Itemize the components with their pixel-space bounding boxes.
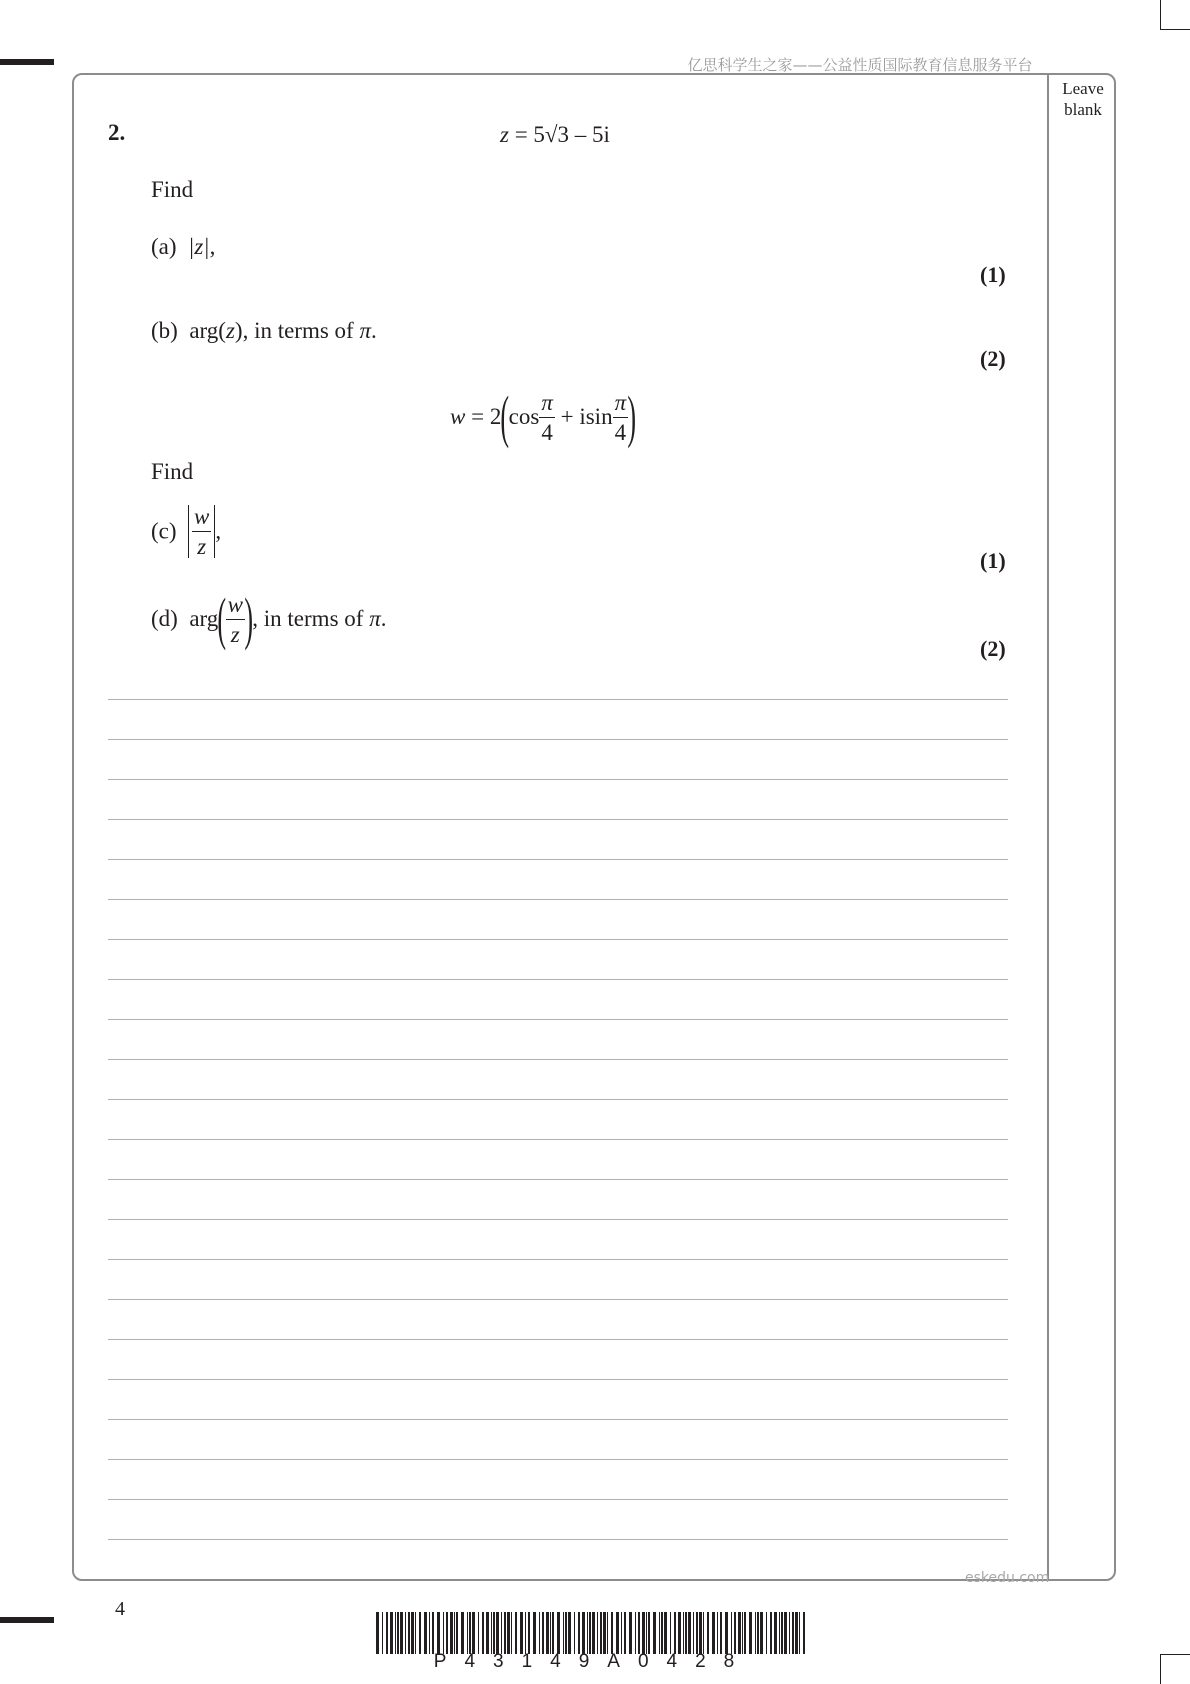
barcode-bar xyxy=(712,1612,715,1654)
barcode-bar xyxy=(755,1612,756,1654)
leave-blank-label: Leave blank xyxy=(1062,79,1104,119)
marks-c: (1) xyxy=(980,548,1006,573)
answer-line[interactable] xyxy=(108,1259,1008,1260)
barcode-bar xyxy=(501,1612,502,1654)
answer-line[interactable] xyxy=(108,1459,1008,1460)
marks-a: (1) xyxy=(980,262,1006,287)
barcode-bar xyxy=(766,1612,767,1654)
answer-line[interactable] xyxy=(108,1179,1008,1180)
barcode-bar xyxy=(395,1612,396,1654)
part-b: (b) arg(z), in terms of π. xyxy=(151,318,377,343)
barcode-bar xyxy=(446,1612,448,1654)
answer-line[interactable] xyxy=(108,1219,1008,1220)
barcode-bar xyxy=(603,1612,606,1654)
barcode xyxy=(376,1612,810,1654)
barcode-bar xyxy=(789,1612,790,1654)
answer-line[interactable] xyxy=(108,699,1008,700)
answer-line[interactable] xyxy=(108,1539,1008,1540)
barcode-bar xyxy=(419,1612,421,1654)
barcode-bar xyxy=(744,1612,746,1654)
part-a: (a) |z|, xyxy=(151,234,216,259)
answer-line[interactable] xyxy=(108,899,1008,900)
barcode-bar xyxy=(659,1612,660,1654)
barcode-bar xyxy=(749,1612,752,1654)
given-w-equation: w = 2(cos $\frac{\pi}{4}$ + isin $\frac{\pi}{4}$ ) xyxy=(450,384,637,449)
barcode-bar xyxy=(520,1612,523,1654)
barcode-bar xyxy=(467,1612,468,1654)
barcode-bar xyxy=(550,1612,551,1654)
barcode-bar xyxy=(574,1612,575,1654)
barcode-bar xyxy=(533,1612,536,1654)
barcode-bar xyxy=(552,1612,554,1654)
barcode-bar xyxy=(779,1612,780,1654)
crop-mark-top-right xyxy=(1160,0,1161,30)
part-d: (d) arg( $\frac{w}{z}$ ), in terms of π. xyxy=(151,586,387,651)
marks-d: (2) xyxy=(980,636,1006,661)
barcode-bar xyxy=(685,1612,687,1654)
barcode-bar xyxy=(638,1612,640,1654)
barcode-bar xyxy=(642,1612,645,1654)
barcode-bar xyxy=(415,1612,416,1654)
barcode-bar xyxy=(546,1612,549,1654)
answer-line[interactable] xyxy=(108,1299,1008,1300)
barcode-bar xyxy=(774,1612,777,1654)
barcode-bar xyxy=(607,1612,608,1654)
leave-blank-divider xyxy=(1047,74,1049,1580)
barcode-bar xyxy=(792,1612,794,1654)
barcode-bar xyxy=(784,1612,787,1654)
barcode-bar xyxy=(461,1612,464,1654)
barcode-bar xyxy=(443,1612,444,1654)
barcode-bar xyxy=(542,1612,544,1654)
barcode-bar xyxy=(664,1612,667,1654)
barcode-bar xyxy=(376,1612,379,1654)
barcode-bar xyxy=(648,1612,650,1654)
barcode-bar xyxy=(653,1612,656,1654)
barcode-bar xyxy=(504,1612,506,1654)
answer-line[interactable] xyxy=(108,1059,1008,1060)
barcode-bar xyxy=(693,1612,694,1654)
barcode-bar xyxy=(563,1612,564,1654)
answer-line[interactable] xyxy=(108,1419,1008,1420)
barcode-bar xyxy=(386,1612,388,1654)
answer-line[interactable] xyxy=(108,1099,1008,1100)
question-number: 2. xyxy=(108,120,126,145)
barcode-bar xyxy=(437,1612,440,1654)
barcode-bar xyxy=(568,1612,571,1654)
page-frame xyxy=(72,73,1116,1581)
barcode-bar xyxy=(611,1612,613,1654)
barcode-bar xyxy=(688,1612,691,1654)
answer-line[interactable] xyxy=(108,939,1008,940)
barcode-bar xyxy=(683,1612,684,1654)
answer-line[interactable] xyxy=(108,779,1008,780)
part-c: (c) $\frac{w}{z}$ , xyxy=(151,504,222,559)
barcode-bar xyxy=(469,1612,471,1654)
barcode-bar xyxy=(454,1612,455,1654)
fraction-pi-over-4: $\frac{\pi}{4}$ xyxy=(541,389,553,445)
barcode-bar xyxy=(725,1612,728,1654)
barcode-bar xyxy=(587,1612,588,1654)
watermark-top: 亿思科学生之家——公益性质国际教育信息服务平台 xyxy=(687,56,1033,74)
barcode-bar xyxy=(629,1612,632,1654)
answer-line[interactable] xyxy=(108,1499,1008,1500)
barcode-bar xyxy=(646,1612,647,1654)
barcode-bar xyxy=(515,1612,517,1654)
barcode-bar xyxy=(411,1612,414,1654)
barcode-bar xyxy=(731,1612,732,1654)
watermark-bottom: eskedu.com xyxy=(965,1570,1050,1586)
barcode-bar xyxy=(803,1612,805,1654)
barcode-bar xyxy=(799,1612,800,1654)
barcode-bar xyxy=(703,1612,704,1654)
answer-line[interactable] xyxy=(108,1379,1008,1380)
barcode-bar xyxy=(734,1612,736,1654)
barcode-bar xyxy=(717,1612,718,1654)
barcode-bar xyxy=(678,1612,681,1654)
barcode-bar xyxy=(600,1612,602,1654)
answer-line[interactable] xyxy=(108,979,1008,980)
fraction-pi-over-4: $\frac{\pi}{4}$ xyxy=(614,389,627,445)
barcode-bar xyxy=(507,1612,510,1654)
barcode-bar xyxy=(578,1612,580,1654)
barcode-bar xyxy=(429,1612,430,1654)
barcode-bar xyxy=(757,1612,759,1654)
barcode-bar xyxy=(491,1612,492,1654)
find-label-1: Find xyxy=(151,177,194,202)
answer-line[interactable] xyxy=(108,1139,1008,1140)
crop-mark-top-right-h xyxy=(1160,29,1190,30)
barcode-bar xyxy=(390,1612,393,1654)
barcode-bar xyxy=(770,1612,772,1654)
barcode-text: P43149A0428 xyxy=(433,1651,753,1672)
barcode-bar xyxy=(382,1612,383,1654)
answer-line[interactable] xyxy=(108,739,1008,740)
barcode-bar xyxy=(472,1612,475,1654)
answer-line[interactable] xyxy=(108,819,1008,820)
barcode-bar xyxy=(511,1612,512,1654)
barcode-bar xyxy=(699,1612,702,1654)
barcode-bar xyxy=(624,1612,626,1654)
page-number: 4 xyxy=(115,1598,125,1620)
crop-mark-bottom-left xyxy=(0,1617,54,1623)
barcode-bar xyxy=(742,1612,743,1654)
crop-mark-top-left xyxy=(0,59,54,65)
barcode-bar xyxy=(450,1612,453,1654)
barcode-bar xyxy=(720,1612,722,1654)
barcode-bar xyxy=(760,1612,763,1654)
answer-line[interactable] xyxy=(108,1019,1008,1020)
crop-mark-bottom-right-h xyxy=(1160,1654,1190,1655)
barcode-bar xyxy=(539,1612,540,1654)
barcode-bar xyxy=(621,1612,622,1654)
barcode-bar xyxy=(635,1612,636,1654)
fraction-w-over-z: $\frac{w}{z}$ xyxy=(194,504,210,559)
barcode-bar xyxy=(486,1612,489,1654)
barcode-bar xyxy=(400,1612,403,1654)
marks-b: (2) xyxy=(980,346,1006,371)
barcode-bar xyxy=(405,1612,406,1654)
barcode-bar xyxy=(482,1612,484,1654)
barcode-bar xyxy=(478,1612,479,1654)
crop-mark-bottom-right xyxy=(1160,1654,1161,1684)
barcode-bar xyxy=(408,1612,410,1654)
barcode-bar xyxy=(525,1612,526,1654)
barcode-bar xyxy=(738,1612,741,1654)
barcode-bar xyxy=(565,1612,567,1654)
barcode-bar xyxy=(674,1612,676,1654)
barcode-bar xyxy=(670,1612,671,1654)
barcode-bar xyxy=(795,1612,798,1654)
barcode-bar xyxy=(493,1612,495,1654)
barcode-bar xyxy=(582,1612,585,1654)
fraction-w-over-z: $\frac{w}{z}$ xyxy=(227,591,243,647)
barcode-bar xyxy=(781,1612,783,1654)
barcode-bar xyxy=(528,1612,530,1654)
barcode-bar xyxy=(589,1612,591,1654)
barcode-bar xyxy=(496,1612,499,1654)
answer-line[interactable] xyxy=(108,859,1008,860)
find-label-2: Find xyxy=(151,459,194,484)
barcode-bar xyxy=(707,1612,709,1654)
barcode-bar xyxy=(661,1612,663,1654)
barcode-bar xyxy=(597,1612,598,1654)
barcode-bar xyxy=(616,1612,619,1654)
barcode-bar xyxy=(432,1612,434,1654)
barcode-bar xyxy=(397,1612,399,1654)
barcode-bar xyxy=(696,1612,698,1654)
given-z-equation: z = 5√3 – 5i xyxy=(500,122,610,147)
barcode-bar xyxy=(424,1612,427,1654)
barcode-bar xyxy=(592,1612,595,1654)
barcode-bar xyxy=(456,1612,458,1654)
barcode-bar xyxy=(557,1612,560,1654)
answer-line[interactable] xyxy=(108,1339,1008,1340)
